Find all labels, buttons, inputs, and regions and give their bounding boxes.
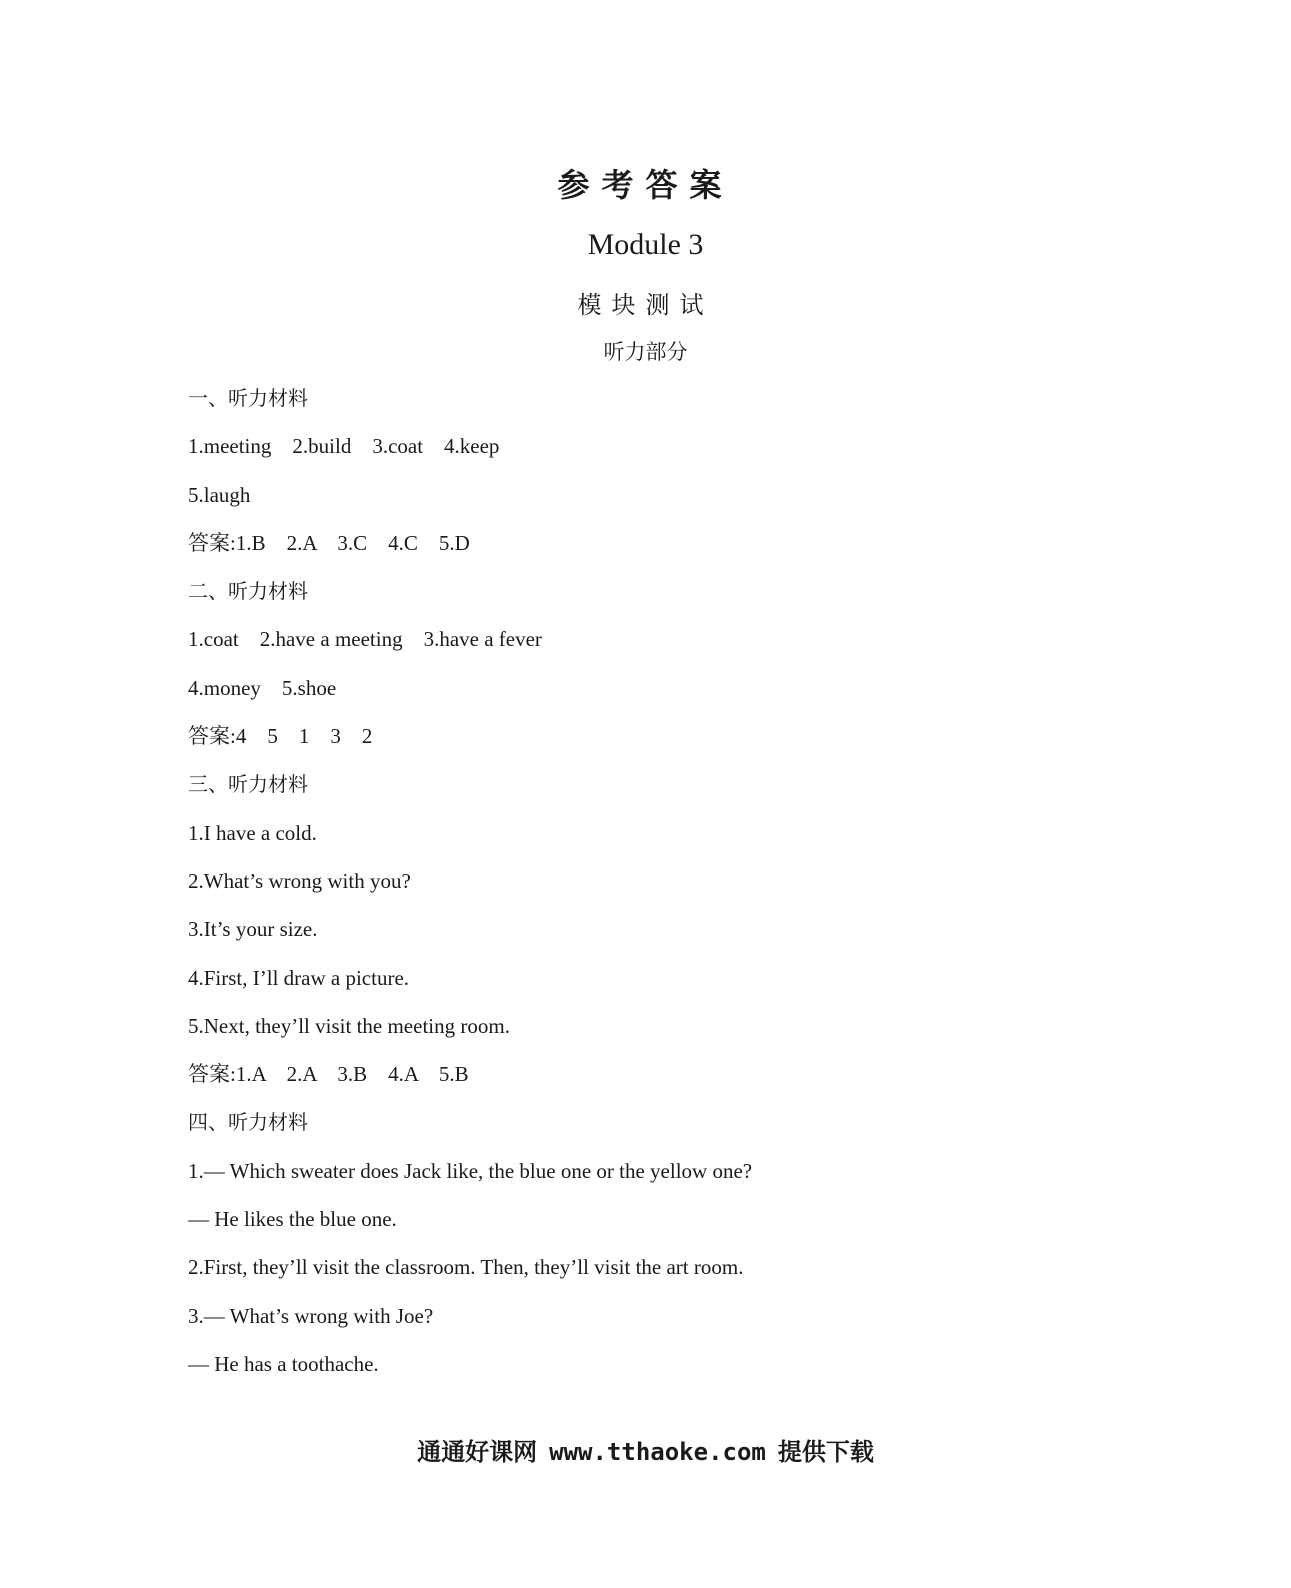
- answer-line: 答案:1.B 2.A 3.C 4.C 5.D: [188, 530, 470, 555]
- page-title: 参考答案: [557, 166, 734, 204]
- answer-line: 3.It’s your size.: [188, 917, 318, 942]
- answer-line: 4.money 5.shoe: [188, 675, 337, 700]
- answer-line: 答案:4 5 1 3 2: [188, 724, 373, 749]
- module-subtitle: 模块测试: [577, 291, 714, 319]
- section-label: 二、听力材料: [188, 579, 308, 604]
- answer-line: 1.coat 2.have a meeting 3.have a fever: [188, 627, 542, 652]
- answer-line: 3.— What’s wrong with Joe?: [188, 1303, 434, 1328]
- footer-url[interactable]: www.tthaoke.com: [549, 1438, 766, 1466]
- answer-line: — He likes the blue one.: [188, 1207, 397, 1232]
- section-label: 三、听力材料: [188, 772, 308, 797]
- answer-line: 4.First, I’ll draw a picture.: [188, 965, 410, 990]
- section-label: 一、听力材料: [188, 386, 308, 410]
- answer-line: 1.I have a cold.: [188, 820, 317, 845]
- answer-line: 2.What’s wrong with you?: [188, 868, 411, 893]
- answer-line: 5.laugh: [188, 482, 251, 507]
- section-label: 四、听力材料: [188, 1110, 308, 1135]
- module-heading: Module 3: [587, 228, 704, 261]
- section-heading: 听力部分: [603, 340, 688, 364]
- footer-credit: [0, 1432, 1291, 1467]
- answer-body: [188, 380, 1088, 1394]
- answer-line: 2.First, they’ll visit the classroom. Then, they’ll visit the art room.: [188, 1255, 744, 1280]
- answer-line: 1.meeting 2.build 3.coat 4.keep: [188, 434, 500, 459]
- answer-line: 答案:1.A 2.A 3.B 4.A 5.B: [188, 1062, 469, 1087]
- answer-line: 1.— Which sweater does Jack like, the blue one or the yellow one?: [188, 1158, 753, 1183]
- answer-line: — He has a toothache.: [188, 1351, 379, 1376]
- answer-line: 5.Next, they’ll visit the meeting room.: [188, 1013, 510, 1038]
- footer-suffix: 提供下载: [777, 1438, 874, 1466]
- footer-site-name: 通通好课网: [417, 1438, 538, 1466]
